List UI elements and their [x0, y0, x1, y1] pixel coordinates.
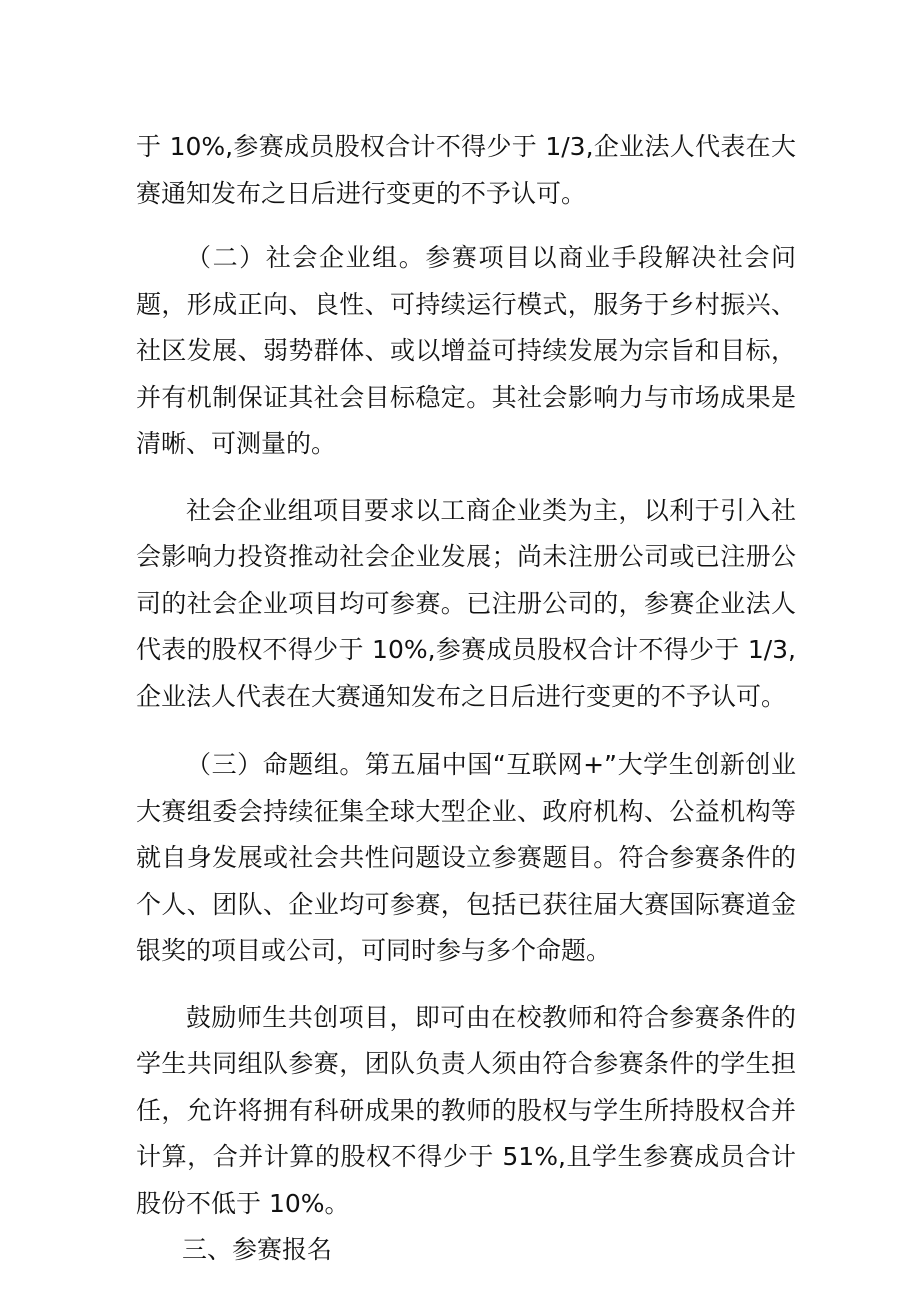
section-heading-registration: 三、参赛报名 — [182, 1235, 333, 1264]
paragraph-proposition-group: （三）命题组。第五届中国“互联网+”大学生创新创业大赛组委会持续征集全球大型企业、政府机构、公益机构等就自身发展或社会共性问题设立参赛题目。符合参赛条件的个人、团队、企业均可参赛，包括已获往届大赛国际赛道金银奖的项目或公司，可同时参与多个命题。 — [136, 750, 796, 965]
paragraph-social-enterprise-group: （二）社会企业组。参赛项目以商业手段解决社会问题，形成正向、良性、可持续运行模式，服务于乡村振兴、社区发展、弱势群体、或以增益可持续发展为宗旨和目标，并有机制保证其社会目标稳定。其社会影响力与市场成果是清晰、可测量的。 — [136, 243, 796, 458]
paragraph-teacher-student-projects: 鼓励师生共创项目，即可由在校教师和符合参赛条件的学生共同组队参赛，团队负责人须由符合参赛条件的学生担任，允许将拥有科研成果的教师的股权与学生所持股权合并计算，合并计算的股权不得少于 51%,且学生参赛成员合计股份不低于 10%。 — [136, 1002, 796, 1218]
document-body — [136, 124, 796, 1274]
paragraph-continuation: 于 10%,参赛成员股权合计不得少于 1/3,企业法人代表在大赛通知发布之日后进行变更的不予认可。 — [136, 132, 796, 208]
paragraph-social-enterprise-requirements: 社会企业组项目要求以工商企业类为主，以利于引入社会影响力投资推动社会企业发展；尚未注册公司或已注册公司的社会企业项目均可参赛。已注册公司的，参赛企业法人代表的股权不得少于 10%,参赛成员股权合计不得少于 1/3,企业法人代表在大赛通知发布之日后进行变更的不予认可。 — [136, 495, 796, 711]
